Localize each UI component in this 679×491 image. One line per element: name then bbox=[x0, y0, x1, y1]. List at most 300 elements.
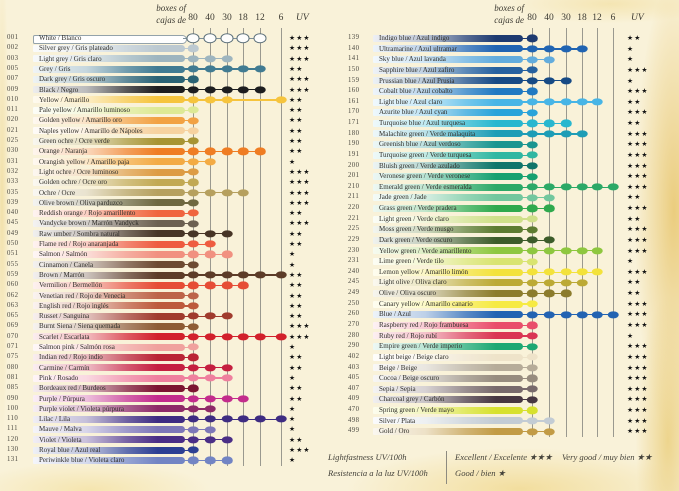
color-name: Turquoise green / Verde turquesa bbox=[379, 150, 472, 159]
box-dot bbox=[527, 173, 538, 180]
box-dot bbox=[561, 98, 572, 105]
color-code: 040 bbox=[7, 209, 19, 217]
color-code: 245 bbox=[348, 278, 360, 286]
color-code: 249 bbox=[348, 289, 360, 297]
box-dot bbox=[221, 33, 234, 43]
box-dot bbox=[527, 428, 538, 435]
box-dot bbox=[276, 416, 287, 423]
color-name: Malachite green / Verde malaquita bbox=[379, 129, 476, 138]
color-code: 011 bbox=[7, 106, 19, 114]
color-name: Royal blue / Azul real bbox=[39, 446, 101, 454]
color-row bbox=[330, 203, 679, 214]
boxes-of-caption: boxes of cajas de bbox=[494, 3, 524, 25]
color-row bbox=[0, 167, 322, 177]
box-dot bbox=[592, 184, 603, 191]
color-name: Cobalt blue / Azul cobalto bbox=[379, 87, 453, 96]
uv-rating: ★★ bbox=[627, 289, 642, 298]
color-row bbox=[330, 171, 679, 182]
box-dot bbox=[205, 86, 216, 93]
uv-rating: ★★★ bbox=[289, 44, 311, 53]
color-row bbox=[0, 363, 322, 373]
color-row bbox=[0, 33, 322, 43]
uv-rating: ★★★ bbox=[289, 198, 311, 207]
color-name: Grey / Gris bbox=[39, 64, 71, 73]
uv-rating: ★ bbox=[289, 260, 297, 269]
uv-rating: ★★★ bbox=[627, 299, 649, 308]
color-row bbox=[330, 267, 679, 278]
box-dot bbox=[222, 395, 233, 402]
box-dot bbox=[577, 311, 588, 318]
color-row bbox=[0, 455, 322, 465]
color-name: Raspberry red / Rojo frambuesa bbox=[379, 321, 469, 329]
color-row bbox=[0, 291, 322, 301]
legend-title-es: Resistencia a la luz UV/100h bbox=[328, 468, 428, 478]
box-dot bbox=[592, 311, 603, 318]
color-code: 069 bbox=[7, 322, 19, 330]
box-dot bbox=[561, 269, 572, 276]
uv-rating: ★★★ bbox=[627, 172, 649, 181]
box-dot bbox=[544, 290, 555, 297]
color-name: Violet / Violeta bbox=[39, 435, 82, 444]
uv-rating: ★★★ bbox=[627, 235, 649, 244]
color-code: 160 bbox=[348, 87, 360, 95]
box-dot bbox=[577, 269, 588, 276]
color-name: Lilac / Lila bbox=[39, 415, 71, 424]
uv-rating: ★★★ bbox=[627, 87, 649, 96]
box-dot bbox=[222, 86, 233, 93]
color-code: 150 bbox=[348, 65, 360, 73]
box-dot bbox=[188, 302, 199, 309]
color-row bbox=[0, 239, 322, 249]
uv-rating: ★ bbox=[289, 343, 297, 351]
color-code: 062 bbox=[7, 291, 19, 299]
uv-rating: ★★ bbox=[289, 435, 304, 444]
box-dot bbox=[238, 395, 249, 402]
color-row bbox=[330, 235, 679, 246]
box-dot bbox=[544, 269, 555, 276]
color-name: Sky blue / Azul lavanda bbox=[379, 55, 446, 64]
uv-rating: ★★★ bbox=[627, 427, 649, 436]
box-dot bbox=[544, 205, 555, 212]
box-dot bbox=[561, 247, 572, 254]
color-name: Jade green / Jade bbox=[379, 193, 427, 202]
box-dot bbox=[544, 120, 555, 127]
color-row bbox=[330, 394, 679, 405]
color-row bbox=[0, 105, 322, 115]
uv-rating: ★★ bbox=[627, 193, 642, 202]
color-name: Black / Negro bbox=[39, 85, 79, 94]
box-dot bbox=[238, 86, 249, 93]
color-code: 210 bbox=[348, 182, 360, 190]
box-dot bbox=[544, 45, 555, 52]
color-row bbox=[330, 44, 679, 55]
box-dot bbox=[188, 364, 199, 371]
box-size-header: 30 bbox=[222, 13, 232, 23]
box-dot bbox=[188, 447, 199, 454]
uv-rating: ★★★ bbox=[627, 140, 649, 149]
box-dot bbox=[205, 251, 216, 258]
box-dot bbox=[188, 344, 199, 351]
uv-rating: ★★★ bbox=[627, 246, 649, 255]
color-code: 130 bbox=[7, 446, 19, 453]
box-dot bbox=[544, 417, 555, 424]
box-dot bbox=[188, 426, 199, 433]
box-dot bbox=[561, 290, 572, 297]
lightfastness-legend bbox=[322, 448, 676, 488]
box-dot bbox=[188, 168, 199, 175]
color-code: 009 bbox=[7, 85, 19, 93]
color-name: Cocoa / Beige oscuro bbox=[379, 374, 440, 383]
color-code: 111 bbox=[7, 425, 18, 433]
box-dot bbox=[527, 98, 538, 105]
box-size-header: 12 bbox=[255, 13, 265, 23]
color-row bbox=[0, 280, 322, 290]
color-code: 120 bbox=[7, 435, 19, 443]
color-name: Lime green / Verde tilo bbox=[379, 257, 444, 266]
box-dot bbox=[205, 241, 216, 248]
color-name: Azurite blue / Azul cyan bbox=[379, 108, 448, 117]
box-dot bbox=[527, 130, 538, 137]
color-row bbox=[330, 331, 679, 342]
box-dot bbox=[561, 130, 572, 137]
color-row bbox=[330, 341, 679, 352]
box-dot bbox=[527, 375, 538, 382]
box-dot bbox=[188, 374, 199, 381]
uv-rating: ★★★ bbox=[627, 150, 649, 159]
uv-rating: ★★ bbox=[289, 384, 304, 393]
color-name: Olive / Oliva oscuro bbox=[379, 289, 436, 298]
box-dot bbox=[222, 55, 233, 62]
color-code: 033 bbox=[7, 178, 19, 186]
color-name: Carmine / Carmín bbox=[39, 363, 90, 372]
uv-rating: ★★★ bbox=[627, 406, 649, 415]
color-row bbox=[330, 309, 679, 320]
box-dot bbox=[188, 55, 199, 62]
color-name: Burnt Siena / Siena quemada bbox=[39, 322, 121, 331]
box-dot bbox=[527, 407, 538, 414]
box-dot bbox=[527, 396, 538, 403]
box-dot bbox=[205, 96, 216, 103]
color-code: 025 bbox=[7, 137, 19, 144]
box-dot bbox=[527, 386, 538, 393]
color-name: Light beige / Beige claro bbox=[379, 352, 449, 361]
color-row bbox=[0, 383, 322, 393]
uv-rating: ★★★ bbox=[627, 352, 649, 361]
color-row bbox=[0, 445, 322, 455]
box-dot bbox=[188, 354, 199, 361]
color-row bbox=[330, 65, 679, 76]
box-size-header: 12 bbox=[592, 13, 602, 23]
box-size-header: 18 bbox=[577, 13, 587, 23]
box-dot bbox=[188, 158, 199, 165]
box-dot bbox=[577, 45, 588, 52]
color-row bbox=[0, 54, 322, 64]
box-dot bbox=[527, 67, 538, 74]
uv-rating: ★ bbox=[289, 415, 297, 424]
color-name: Pale yellow / Amarillo luminoso bbox=[39, 106, 130, 115]
color-name: Indian red / Rojo indio bbox=[39, 353, 103, 362]
color-code: 021 bbox=[7, 126, 19, 134]
color-row bbox=[0, 208, 322, 218]
uv-rating: ★★★ bbox=[627, 395, 649, 404]
box-dot bbox=[527, 120, 538, 127]
color-row bbox=[0, 198, 322, 208]
box-dot bbox=[188, 241, 199, 248]
uv-rating: ★★★ bbox=[627, 310, 649, 319]
color-code: 055 bbox=[7, 260, 19, 268]
color-row bbox=[0, 301, 322, 311]
color-code: 470 bbox=[348, 406, 360, 414]
box-dot bbox=[527, 258, 538, 265]
uv-rating: ★★ bbox=[289, 95, 304, 104]
color-name: Emerald green / Verde esmeralda bbox=[379, 182, 472, 191]
color-table-left bbox=[0, 0, 322, 491]
color-row bbox=[330, 256, 679, 267]
color-row bbox=[0, 95, 322, 105]
uv-rating: ★ bbox=[289, 404, 297, 413]
color-name: Moss green / Verde musgo bbox=[379, 225, 454, 234]
box-dot bbox=[222, 374, 233, 381]
color-code: 007 bbox=[7, 75, 19, 83]
box-dot bbox=[254, 33, 267, 43]
box-dot bbox=[188, 210, 199, 217]
box-dot bbox=[188, 107, 199, 114]
uv-rating: ★★★ bbox=[289, 54, 311, 63]
color-name: Venetian red / Rojo de Venecia bbox=[39, 291, 126, 300]
color-code: 140 bbox=[348, 44, 360, 52]
box-dot bbox=[205, 364, 216, 371]
box-dot bbox=[527, 364, 538, 371]
color-name: Light olive / Oliva claro bbox=[379, 278, 447, 287]
box-dot bbox=[255, 148, 266, 155]
color-row bbox=[330, 363, 679, 374]
box-dot bbox=[222, 416, 233, 423]
color-code: 005 bbox=[7, 64, 19, 72]
box-dot bbox=[255, 65, 266, 72]
color-row bbox=[330, 405, 679, 416]
color-name: Russet / Sanguina bbox=[39, 312, 90, 321]
color-code: 171 bbox=[348, 119, 360, 127]
color-name: Turquoise blue / Azul turquesa bbox=[379, 119, 466, 128]
uv-rating: ★★★ bbox=[289, 188, 311, 197]
box-dot bbox=[188, 127, 199, 134]
box-dot bbox=[188, 189, 199, 196]
color-name: Orange / Naranja bbox=[39, 147, 88, 156]
box-dot bbox=[577, 130, 588, 137]
color-code: 049 bbox=[7, 229, 19, 237]
box-dot bbox=[188, 138, 199, 145]
color-code: 170 bbox=[348, 108, 360, 116]
color-name: Greenish blue / Azul verdoso bbox=[379, 140, 461, 149]
box-dot bbox=[188, 86, 199, 93]
box-dot bbox=[188, 292, 199, 299]
color-name: Grass green / Verde pradera bbox=[379, 204, 457, 213]
box-dot bbox=[527, 152, 538, 159]
color-name: Cinnamon / Canela bbox=[39, 260, 94, 269]
color-code: 403 bbox=[348, 363, 360, 371]
box-dot bbox=[592, 247, 603, 254]
box-dot bbox=[255, 416, 266, 423]
color-row bbox=[0, 126, 322, 136]
box-dot bbox=[205, 158, 216, 165]
color-code: 110 bbox=[7, 415, 19, 423]
color-name: Bordeaux red / Burdeos bbox=[39, 384, 106, 393]
color-row bbox=[0, 321, 322, 331]
box-dot bbox=[205, 282, 216, 289]
color-row bbox=[0, 43, 322, 53]
color-code: 010 bbox=[7, 95, 19, 103]
box-dot bbox=[527, 332, 538, 339]
color-row bbox=[0, 394, 322, 404]
box-dot bbox=[527, 343, 538, 350]
box-dot bbox=[577, 247, 588, 254]
color-row bbox=[330, 224, 679, 235]
uv-rating: ★★ bbox=[627, 278, 642, 287]
box-dot bbox=[238, 333, 249, 340]
uv-rating: ★★ bbox=[289, 301, 304, 310]
color-name: Gold / Oro bbox=[379, 427, 410, 436]
box-dot bbox=[527, 162, 538, 169]
color-row bbox=[0, 249, 322, 259]
color-row bbox=[330, 150, 679, 161]
color-row bbox=[330, 118, 679, 129]
legend-very-good: Very good / muy bien ★★ bbox=[562, 452, 653, 462]
color-code: 085 bbox=[7, 384, 19, 392]
uv-rating: ★★★ bbox=[627, 342, 649, 351]
color-row bbox=[330, 373, 679, 384]
color-code: 409 bbox=[348, 395, 360, 403]
uv-rating: ★★★ bbox=[627, 182, 649, 191]
box-dot bbox=[222, 251, 233, 258]
box-dot bbox=[527, 269, 538, 276]
uv-rating: ★★ bbox=[627, 97, 642, 106]
box-dot bbox=[238, 189, 249, 196]
color-row bbox=[0, 414, 322, 424]
color-name: Yellow / Amarillo bbox=[39, 95, 90, 104]
color-name: Orangish yellow / Amarillo paja bbox=[39, 157, 130, 166]
color-row bbox=[0, 157, 322, 167]
box-dot bbox=[222, 271, 233, 278]
color-code: 100 bbox=[7, 404, 19, 412]
uv-rating: ★★★ bbox=[289, 332, 311, 341]
color-name: Sapphire blue / Azul zafiro bbox=[379, 65, 455, 74]
box-dot bbox=[188, 271, 199, 278]
color-name: Empire green / Verde imperio bbox=[379, 342, 463, 351]
color-code: 032 bbox=[7, 167, 19, 175]
color-row bbox=[0, 404, 322, 414]
color-row bbox=[330, 129, 679, 140]
box-size-header: 40 bbox=[544, 13, 554, 23]
color-name: Light blue / Azul claro bbox=[379, 97, 443, 106]
uv-rating: ★★ bbox=[289, 137, 304, 145]
uv-rating: ★★ bbox=[289, 229, 304, 238]
box-dot bbox=[188, 261, 199, 268]
color-code: 229 bbox=[348, 235, 360, 243]
box-dot bbox=[222, 96, 233, 103]
legend-divider bbox=[446, 451, 447, 484]
uv-rating: ★★ bbox=[289, 240, 304, 248]
color-code: 139 bbox=[348, 34, 360, 41]
box-dot bbox=[237, 33, 250, 43]
uv-rating: ★ bbox=[289, 425, 297, 434]
color-name: Bluish green / Verde azulado bbox=[379, 161, 460, 170]
color-code: 071 bbox=[7, 343, 19, 350]
color-row bbox=[0, 218, 322, 228]
box-dot bbox=[527, 109, 538, 116]
color-code: 499 bbox=[348, 427, 360, 435]
color-code: 190 bbox=[348, 140, 360, 148]
box-dot bbox=[205, 426, 216, 433]
box-dot bbox=[238, 282, 249, 289]
uv-rating: ★★★ bbox=[627, 129, 649, 138]
box-dot bbox=[188, 457, 199, 464]
color-code: 200 bbox=[348, 161, 360, 169]
color-code: 231 bbox=[348, 257, 360, 265]
box-dot bbox=[188, 282, 199, 289]
color-name: Scarlet / Escarlata bbox=[39, 332, 90, 341]
box-dot bbox=[527, 311, 538, 318]
box-dot bbox=[527, 215, 538, 222]
color-code: 141 bbox=[348, 55, 360, 63]
box-dot bbox=[188, 76, 199, 83]
color-code: 220 bbox=[348, 204, 360, 212]
color-name: Purple violet / Violeta púrpura bbox=[39, 404, 124, 413]
color-code: 159 bbox=[348, 76, 360, 84]
box-dot bbox=[255, 86, 266, 93]
box-dot bbox=[222, 364, 233, 371]
box-dot bbox=[592, 98, 603, 105]
uv-rating: ★★★ bbox=[289, 446, 311, 454]
uv-rating: ★★ bbox=[289, 270, 304, 279]
color-row bbox=[330, 33, 679, 44]
color-code: 191 bbox=[348, 150, 360, 158]
uv-rating: ★ bbox=[289, 250, 297, 259]
box-dot bbox=[527, 237, 538, 244]
box-dot bbox=[205, 405, 216, 412]
color-row bbox=[330, 277, 679, 288]
color-row bbox=[0, 270, 322, 280]
box-dot bbox=[544, 237, 555, 244]
box-dot bbox=[188, 405, 199, 412]
uv-rating: ★★★ bbox=[627, 108, 649, 117]
uv-rating: ★ bbox=[289, 456, 297, 465]
box-dot bbox=[205, 333, 216, 340]
uv-rating: ★★ bbox=[289, 394, 304, 403]
uv-rating: ★★★ bbox=[627, 416, 649, 425]
box-dot bbox=[561, 45, 572, 52]
box-dot bbox=[527, 35, 538, 42]
color-row bbox=[0, 424, 322, 434]
box-dot bbox=[222, 333, 233, 340]
box-size-header: 80 bbox=[527, 13, 537, 23]
color-code: 002 bbox=[7, 44, 19, 52]
color-row bbox=[0, 64, 322, 74]
color-code: 039 bbox=[7, 198, 19, 206]
color-code: 003 bbox=[7, 54, 19, 62]
color-name: Sepia / Sepia bbox=[379, 384, 416, 393]
color-code: 070 bbox=[7, 332, 19, 340]
box-dot bbox=[188, 65, 199, 72]
color-name: Beige / Beige bbox=[379, 363, 418, 372]
box-dot bbox=[188, 416, 199, 423]
color-code: 020 bbox=[7, 116, 19, 124]
box-dot bbox=[561, 77, 572, 84]
box-dot bbox=[527, 290, 538, 297]
uv-rating: ★ bbox=[627, 55, 635, 64]
color-name: Reddish orange / Rojo amarillento bbox=[39, 209, 136, 218]
box-dot bbox=[205, 230, 216, 237]
box-dot bbox=[205, 457, 216, 464]
